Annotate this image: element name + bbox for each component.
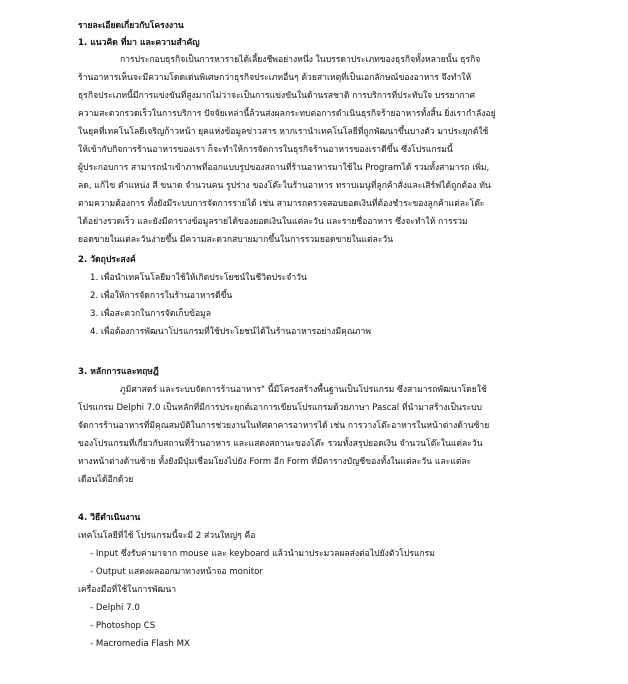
paragraph-line: จัดการร้านอาหารที่มีคุณสมบัติในการช่วยงานในทัศตาคารอาหารได้ เช่น การวางโต๊ะอาหารในหน้าต่างด้านซ้าย (78, 421, 490, 431)
tools-title: เครื่องมือที่ใช้ในการพัฒนา (78, 585, 177, 595)
list-item: - Photoshop CS (90, 621, 156, 631)
paragraph-line: ให้เข้ากับกิจการร้านอาหารของเรา ก็จะทำให้การจัดการในธุรกิจร้านอาหารของเราดีขึ้น ซึ่งโปรแกรมนี้ (78, 145, 453, 155)
paragraph-line: ยอดขายในแต่ละวันง่ายขึ้น มีความสะดวกสบายมากขึ้นในการรวมยอดขายในแต่ละวัน (78, 235, 394, 245)
list-item: - Input ซึ่งรับค่ามาจาก mouse และ keyboard แล้วนำมาประมวลผลส่งต่อไปยังตัวโปรแกรม (90, 549, 435, 559)
paragraph-line: ภูมิศาสตร์ และระบบจัดการร้านอาหาร" นี้มีโครงสร้างพื้นฐานเป็นโปรแกรม ซึ่งสามารถพัฒนาโดยใช้ (120, 385, 487, 395)
paragraph-line: เดือนได้อีกด้วย (78, 475, 134, 485)
paragraph-line: ของโปรแกรมที่เกี่ยวกับสถานที่ร้านอาหาร และแสดงสถานะของโต๊ะ รวมทั้งสรุปยอดเงิน จำนวนโต๊ะในแต่ละวัน (78, 439, 483, 449)
section-3-title: 3. หลักการและทฤษฎี (78, 367, 159, 377)
paragraph-line: ร้านอาหารเห็นจะมีความโดดเด่นพิเศษกว่าธุรกิจประเภทอื่นๆ ด้วยสาเหตุที่เป็นเอกลักษณ์ของอาหาร จึงทำให้ (78, 73, 472, 83)
section-2-title: 2. วัตถุประสงค์ (78, 255, 136, 265)
paragraph-line: โปรแกรม Delphi 7.0 เป็นหลักที่มีการประยุกต์เอาการเขียนโปรแกรมด้วยภาษา Pascal ที่นำมาสร้างเป็นระบบ (78, 403, 482, 413)
list-item: - Delphi 7.0 (90, 603, 140, 613)
section-4-title: 4. วิธีดำเนินงาน (78, 513, 141, 523)
paragraph-line: ผู้ประกอบการ สามารถนำเข้าภาพที่ออกแบบรูปของสถานที่ร้านอาหารมาใช้ใน Programได้ รวมทั้งสามารถ เพิ่ม, (78, 163, 490, 173)
paragraph-line: ได้อย่างรวดเร็ว และยังมีตารางข้อมูลรายได้ของยอดเงินในแต่ละวัน และรายชื่ออาหาร ซึ่งจะทำให้ การรวม (78, 217, 468, 227)
list-item: - Output แสดงผลออกมาทางหน้าจอ monitor (90, 567, 263, 577)
list-item: 3. เพื่อสะดวกในการจัดเก็บข้อมูล (90, 309, 212, 319)
list-item: - Macromedia Flash MX (90, 639, 190, 649)
technology-intro: เทคโนโลยีที่ใช้ โปรแกรมนี้จะมี 2 ส่วนใหญ่ๆ คือ (78, 531, 256, 541)
paragraph-line: ความสะดวกรวดเร็วในการบริการ ปัจจัยเหล่านี้ล้วนส่งผลกระทบต่อการดำเนินธุรกิจร้ายอาหารทั้งสิ้น ยิ่งเรากำลังอยู่ (78, 109, 496, 119)
paragraph-line: การประกอบธุรกิจเป็นการหารายได้เลี้ยงชีพอย่างหนึ่ง ในบรรดาประเภทของธุรกิจทั้งหลายนั้น ธุรกิจ (120, 55, 481, 65)
list-item: 4. เพื่อต้องการพัฒนาโปรแกรมที่ใช้ประโยชน์ได้ในร้านอาหารอย่างมีคุณภาพ (90, 327, 371, 337)
paragraph-line: ลด, แก้ไข ตำแหน่ง สี ขนาด จำนวนคน รูปร่าง ของโต๊ะในร้านอาหาร ทราบเมนูที่ลูกค้าสั่งและเสิร์ฟได้ถูกต้อง ทัน (78, 181, 491, 191)
paragraph-line: ในยุคที่เทคโนโลยีเจริญก้าวหน้า ยุคแห่งข้อมูลข่าวสาร หากเรานำเทคโนโลยีที่ถูกพัฒนาขึ้นบางตัว มาประยุกต์ใช้ (78, 127, 489, 137)
list-item: 2. เพื่อให้การจัดการในร้านอาหารดีขึ้น (90, 291, 233, 301)
paragraph-line: ธุรกิจประเภทนี้มีการแข่งขันที่สูงมากไม่ว่าจะเป็นการแข่งขันในด้านรสชาติ การบริการที่ประทับใจ บรรยากาศ (78, 91, 475, 101)
paragraph-line: ตามความต้องการ ทั้งยังมีระบบการจัดการรายได้ เช่น สามารถตรวจสอบยอดเงินที่ต้องชำระของลูกค้าแต่ละโต๊ะ (78, 199, 485, 209)
list-item: 1. เพื่อนำเทคโนโลยีมาใช้ให้เกิดประโยชน์ในชีวิตประจำวัน (90, 273, 307, 283)
section-1-title: 1. แนวคิด ที่มา และความสำคัญ (78, 38, 200, 48)
paragraph-line: ทางหน้าต่างด้านซ้าย ทั้งยังมีปุ่มเชื่อมโยงไปยัง Form อีก Form ที่มีตารางบัญชีของทั้งในแต่ละวัน และแต่ละ (78, 457, 472, 467)
document-heading: รายละเอียดเกี่ยวกับโครงงาน (78, 21, 184, 31)
